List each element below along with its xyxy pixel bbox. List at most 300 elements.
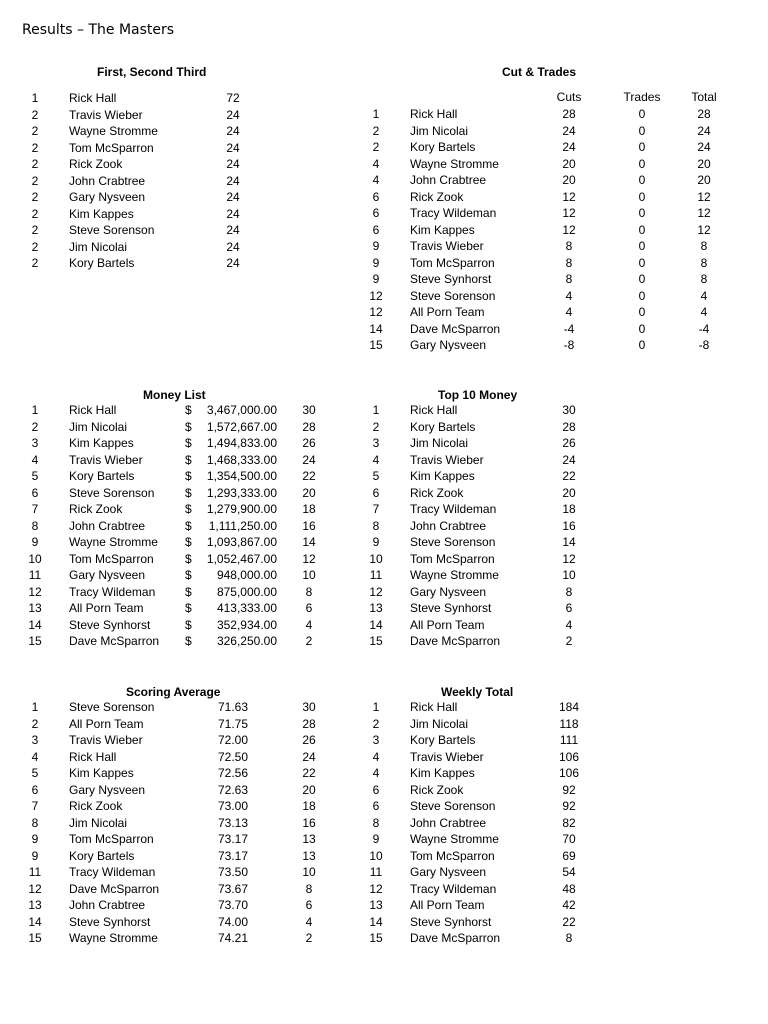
cell-name: Jim Nicolai	[69, 815, 128, 830]
cell-amount: 326,250.00	[216, 634, 277, 648]
cell-name: Dave McSparron	[410, 931, 501, 945]
cell-name: Dave McSparron	[69, 634, 160, 648]
cell-total: 118	[559, 716, 579, 731]
cell-name: Dave McSparron	[410, 321, 501, 336]
cell-pts: 24	[562, 452, 576, 467]
cell-rank: 12	[369, 584, 383, 599]
cell-rank: 2	[31, 239, 39, 254]
cell-name: Steve Sorenson	[410, 288, 496, 303]
cell-trades: 0	[638, 338, 646, 352]
cell-total: 82	[562, 815, 576, 830]
cell-name: Gary Nysveen	[69, 568, 146, 582]
table-row	[23, 765, 383, 782]
cell-rank: 12	[28, 584, 42, 599]
cell-avg: 71.75	[217, 716, 249, 731]
cell-cur: $	[185, 485, 192, 500]
cell-rank: 9	[31, 848, 39, 863]
cell-rank: 3	[31, 733, 39, 747]
cell-name: Kory Bartels	[410, 419, 476, 434]
cell-rank: 13	[369, 898, 383, 912]
cell-avg: 73.13	[217, 815, 249, 830]
table-row	[364, 189, 724, 206]
cell-avg: 72.50	[217, 749, 249, 764]
table-row	[364, 864, 724, 881]
cell-trades: 0	[638, 206, 646, 220]
cell-name: Jim Nicolai	[410, 436, 469, 450]
cell-name: Steve Sorenson	[69, 223, 155, 237]
section-title: Scoring Average	[126, 685, 221, 699]
table-row	[23, 930, 383, 947]
table-row	[23, 815, 383, 832]
table-row	[364, 222, 724, 239]
cell-cur: $	[185, 535, 192, 549]
cell-name: Rick Zook	[410, 782, 464, 797]
cell-rank: 2	[31, 173, 39, 188]
cell-rank: 15	[369, 634, 383, 648]
table-row	[23, 897, 383, 914]
cell-name: Rick Hall	[69, 749, 117, 764]
table-row	[364, 831, 724, 848]
cell-name: John Crabtree	[69, 173, 146, 188]
cell-rank: 2	[31, 190, 39, 204]
table-row	[23, 123, 383, 140]
cell-total: 8	[565, 931, 573, 945]
cell-total: 12	[697, 189, 711, 204]
cell-rank: 6	[372, 206, 380, 220]
cell-pts: 30	[302, 403, 316, 417]
cell-name: Dave McSparron	[69, 881, 160, 896]
cell-pts: 24	[302, 749, 316, 764]
table-row	[23, 600, 383, 617]
cell-amount: 1,468,333.00	[206, 452, 277, 467]
cell-name: Kim Kappes	[69, 766, 134, 780]
cell-pts: 14	[562, 535, 576, 549]
cell-rank: 15	[369, 931, 383, 945]
cell-name: Rick Zook	[69, 502, 123, 516]
cell-name: All Porn Team	[410, 305, 485, 319]
cell-rank: 12	[369, 288, 383, 303]
section-title: Money List	[143, 388, 206, 402]
table-row	[364, 534, 724, 551]
table-row	[23, 782, 383, 799]
cell-name: Tracy Wildeman	[69, 584, 156, 599]
cell-rank: 1	[31, 91, 39, 105]
table-row	[23, 501, 383, 518]
cell-pts: 28	[302, 419, 316, 434]
cell-total: 8	[700, 272, 708, 286]
cell-name: John Crabtree	[410, 518, 487, 533]
table-row	[23, 848, 383, 865]
table-row	[23, 206, 383, 223]
cell-pts: 24	[226, 256, 240, 270]
trades-header: Trades	[623, 90, 661, 104]
cell-name: Steve Synhorst	[410, 914, 492, 929]
cell-avg: 74.21	[217, 931, 249, 945]
cell-rank: 6	[31, 485, 39, 500]
cell-name: Wayne Stromme	[69, 931, 158, 945]
cell-pts: 10	[562, 568, 576, 582]
cell-name: Steve Sorenson	[69, 485, 155, 500]
cell-amount: 1,279,900.00	[206, 502, 277, 516]
cell-name: Kory Bartels	[69, 256, 135, 270]
table-row	[23, 435, 383, 452]
cell-name: Jim Nicolai	[69, 419, 128, 434]
cell-pts: 16	[562, 518, 576, 533]
cell-rank: 4	[372, 749, 380, 764]
cell-total: 4	[700, 305, 708, 319]
cell-rank: 10	[28, 551, 42, 566]
cell-trades: 0	[638, 239, 646, 253]
table-row	[364, 123, 724, 140]
cell-avg: 73.00	[217, 799, 249, 813]
cell-rank: 9	[372, 535, 380, 549]
cell-amount: 875,000.00	[216, 584, 277, 599]
cell-rank: 3	[372, 436, 380, 450]
cell-rank: 8	[372, 815, 380, 830]
cell-cuts: 8	[565, 255, 573, 270]
cell-pts: 28	[302, 716, 316, 731]
table-row	[364, 782, 724, 799]
cell-rank: 13	[28, 601, 42, 615]
cell-name: Kory Bartels	[410, 140, 476, 154]
cell-pts: 6	[305, 898, 313, 912]
cell-rank: 14	[28, 914, 42, 929]
cell-pts: 2	[565, 634, 573, 648]
cell-name: Tom McSparron	[69, 140, 154, 155]
table-row	[23, 864, 383, 881]
cell-rank: 4	[31, 452, 39, 467]
cell-pts: 16	[302, 518, 316, 533]
cell-pts: 8	[305, 881, 313, 896]
table-row	[364, 716, 724, 733]
cell-name: Tom McSparron	[410, 255, 495, 270]
cell-rank: 2	[372, 716, 380, 731]
cell-name: Tom McSparron	[410, 848, 495, 863]
cell-name: Steve Sorenson	[410, 799, 496, 813]
cell-rank: 12	[28, 881, 42, 896]
table-row	[364, 617, 724, 634]
first-second-third-rows	[23, 90, 383, 272]
cell-rank: 4	[372, 452, 380, 467]
cell-trades: 0	[638, 305, 646, 319]
cell-name: Steve Synhorst	[410, 601, 492, 615]
table-row	[23, 90, 383, 107]
table-row	[364, 106, 724, 123]
cell-pts: 22	[302, 469, 316, 483]
cell-cur: $	[185, 601, 192, 615]
cell-cuts: 20	[562, 173, 576, 187]
cell-name: Gary Nysveen	[410, 584, 487, 599]
cell-name: Rick Zook	[410, 189, 464, 204]
table-row	[23, 716, 383, 733]
cell-trades: 0	[638, 123, 646, 138]
total-header: Total	[691, 90, 717, 104]
cell-name: Rick Hall	[69, 91, 117, 105]
cell-rank: 15	[28, 931, 42, 945]
cell-name: Wayne Stromme	[69, 535, 158, 549]
cell-name: Travis Wieber	[410, 749, 484, 764]
cell-name: Rick Zook	[410, 485, 464, 500]
cell-rank: 9	[372, 255, 380, 270]
cell-pts: 26	[302, 436, 316, 450]
cell-pts: 4	[565, 617, 573, 632]
cell-total: 106	[558, 749, 580, 764]
table-row	[23, 551, 383, 568]
cell-rank: 1	[31, 700, 39, 714]
cell-name: All Porn Team	[410, 898, 485, 912]
cell-pts: 24	[226, 239, 240, 254]
cell-name: Gary Nysveen	[69, 782, 146, 797]
cell-name: Wayne Stromme	[410, 832, 499, 846]
cell-name: Rick Hall	[410, 403, 458, 417]
cell-total: 28	[697, 107, 711, 121]
cell-pts: 10	[302, 568, 316, 582]
cell-amount: 1,111,250.00	[208, 518, 277, 533]
cell-rank: 2	[31, 124, 39, 138]
cell-trades: 0	[638, 173, 646, 187]
cell-rank: 2	[31, 716, 39, 731]
cell-name: Tracy Wildeman	[69, 865, 156, 879]
section-title: Top 10 Money	[438, 388, 518, 402]
cell-amount: 1,354,500.00	[206, 469, 277, 483]
cell-rank: 2	[31, 223, 39, 237]
cell-trades: 0	[638, 272, 646, 286]
cell-total: 69	[562, 848, 576, 863]
cell-avg: 72.63	[217, 782, 249, 797]
cell-name: All Porn Team	[69, 601, 144, 615]
table-row	[364, 633, 724, 650]
cell-cuts: 8	[565, 239, 573, 253]
cell-avg: 73.70	[217, 898, 249, 912]
cell-total: 20	[697, 156, 711, 171]
cell-name: Travis Wieber	[69, 107, 143, 122]
table-row	[23, 798, 383, 815]
cell-total: 54	[562, 865, 576, 879]
cell-pts: 28	[562, 419, 576, 434]
cell-rank: 2	[31, 157, 39, 171]
table-row	[364, 897, 724, 914]
cell-name: Rick Zook	[69, 799, 123, 813]
cell-cuts: 28	[562, 107, 576, 121]
cell-name: Tom McSparron	[410, 551, 495, 566]
cell-total: 106	[558, 766, 580, 780]
cell-rank: 6	[372, 782, 380, 797]
cell-rank: 9	[372, 832, 380, 846]
cell-name: Steve Synhorst	[410, 272, 492, 286]
cell-total: 20	[697, 173, 711, 187]
cell-rank: 2	[372, 140, 380, 154]
table-row	[23, 173, 383, 190]
table-row	[364, 881, 724, 898]
cell-name: Gary Nysveen	[410, 865, 487, 879]
cell-rank: 9	[372, 239, 380, 253]
table-row	[23, 419, 383, 436]
cell-total: 8	[700, 255, 708, 270]
cell-cur: $	[185, 502, 192, 516]
cell-pts: 12	[302, 551, 316, 566]
cell-cur: $	[185, 452, 192, 467]
cell-rank: 13	[28, 898, 42, 912]
cell-rank: 14	[369, 321, 383, 336]
section-title: Cut & Trades	[502, 65, 577, 79]
table-row	[364, 518, 724, 535]
cell-pts: 18	[302, 502, 316, 516]
cell-name: Kory Bartels	[69, 469, 135, 483]
table-row	[23, 914, 383, 931]
cell-cur: $	[185, 436, 192, 450]
cell-name: Tracy Wildeman	[410, 881, 497, 896]
cell-name: John Crabtree	[69, 518, 146, 533]
cell-cur: $	[185, 617, 192, 632]
table-row	[364, 930, 724, 947]
cell-total: 4	[700, 288, 708, 303]
table-row	[364, 551, 724, 568]
top-10-money-rows	[364, 402, 724, 650]
cell-name: Rick Hall	[410, 107, 458, 121]
page-title: Results – The Masters	[22, 22, 175, 38]
cell-total: 12	[697, 206, 711, 220]
cell-cuts: 20	[562, 156, 576, 171]
cell-pts: 4	[305, 617, 313, 632]
cell-cur: $	[185, 568, 192, 582]
cell-pts: 13	[302, 832, 316, 846]
cell-rank: 3	[31, 436, 39, 450]
cut-and-trades-rows	[364, 106, 724, 354]
cell-cuts: 12	[562, 206, 576, 220]
cell-name: Travis Wieber	[410, 452, 484, 467]
section-title: First, Second Third	[97, 65, 207, 79]
cell-rank: 2	[372, 123, 380, 138]
cell-cur: $	[185, 419, 192, 434]
cell-pts: 24	[226, 206, 240, 221]
cell-rank: 2	[31, 107, 39, 122]
cell-name: Steve Synhorst	[69, 617, 151, 632]
cell-trades: 0	[638, 140, 646, 154]
cell-name: Jim Nicolai	[69, 239, 128, 254]
table-row	[364, 419, 724, 436]
cell-name: Tom McSparron	[69, 832, 154, 846]
cell-cur: $	[185, 634, 192, 648]
cell-pts: 26	[562, 436, 576, 450]
cell-name: Steve Synhorst	[69, 914, 151, 929]
cell-name: Steve Sorenson	[69, 700, 155, 714]
table-row	[364, 848, 724, 865]
cell-total: 24	[697, 123, 711, 138]
table-row	[364, 156, 724, 173]
table-row	[23, 633, 383, 650]
cell-trades: 0	[638, 222, 646, 237]
cell-pts: 16	[302, 815, 316, 830]
cell-name: Jim Nicolai	[410, 716, 469, 731]
table-row	[364, 699, 724, 716]
cell-pts: 2	[305, 931, 313, 945]
cell-rank: 6	[31, 782, 39, 797]
cell-avg: 73.50	[217, 865, 249, 879]
cell-name: Wayne Stromme	[69, 124, 158, 138]
cell-rank: 14	[369, 617, 383, 632]
cell-pts: 20	[302, 485, 316, 500]
cell-cuts: 12	[562, 222, 576, 237]
cell-pts: 24	[226, 124, 240, 138]
cell-rank: 8	[31, 815, 39, 830]
section-title: Weekly Total	[441, 685, 514, 699]
cell-rank: 5	[372, 469, 380, 483]
cell-trades: 0	[638, 156, 646, 171]
cell-rank: 7	[372, 502, 380, 516]
table-row	[364, 304, 724, 321]
table-row	[364, 205, 724, 222]
cell-total: 24	[697, 140, 711, 154]
cell-name: Dave McSparron	[410, 634, 501, 648]
cell-name: John Crabtree	[69, 898, 146, 912]
table-row	[364, 749, 724, 766]
cell-rank: 11	[28, 865, 42, 879]
cell-rank: 11	[369, 568, 383, 582]
cell-name: Kim Kappes	[410, 222, 475, 237]
cell-trades: 0	[638, 321, 646, 336]
cell-name: All Porn Team	[410, 617, 485, 632]
cell-rank: 9	[372, 272, 380, 286]
cell-cuts: 12	[562, 189, 576, 204]
table-row	[364, 798, 724, 815]
cell-rank: 15	[369, 338, 383, 352]
cell-rank: 4	[31, 749, 39, 764]
cell-amount: 413,333.00	[216, 601, 277, 615]
table-row	[23, 749, 383, 766]
table-row	[364, 271, 724, 288]
cell-total: 22	[562, 914, 576, 929]
cell-cuts: 8	[565, 272, 573, 286]
table-row	[23, 534, 383, 551]
cell-pts: 22	[302, 766, 316, 780]
cell-name: Rick Zook	[69, 157, 123, 171]
cell-name: Steve Sorenson	[410, 535, 496, 549]
table-row	[364, 238, 724, 255]
cell-pts: 30	[562, 403, 576, 417]
cell-name: Kim Kappes	[69, 436, 134, 450]
table-row	[364, 485, 724, 502]
cell-name: Tracy Wildeman	[410, 502, 497, 516]
cell-rank: 2	[31, 140, 39, 155]
table-row	[23, 699, 383, 716]
cell-pts: 14	[302, 535, 316, 549]
cell-name: Tracy Wildeman	[410, 206, 497, 220]
cell-name: John Crabtree	[410, 815, 487, 830]
cell-rank: 12	[369, 305, 383, 319]
cell-rank: 14	[369, 914, 383, 929]
table-row	[364, 452, 724, 469]
cell-cur: $	[185, 584, 192, 599]
cell-name: Wayne Stromme	[410, 156, 499, 171]
table-row	[364, 468, 724, 485]
table-row	[364, 139, 724, 156]
cell-total: 12	[697, 222, 711, 237]
table-row	[23, 732, 383, 749]
cell-rank: 5	[31, 469, 39, 483]
cell-name: Travis Wieber	[410, 239, 484, 253]
cell-name: Kory Bartels	[410, 733, 476, 747]
table-row	[364, 765, 724, 782]
cell-pts: 22	[562, 469, 576, 483]
cell-name: Rick Hall	[69, 403, 117, 417]
table-row	[364, 732, 724, 749]
cell-rank: 11	[28, 568, 42, 582]
table-row	[23, 140, 383, 157]
cell-rank: 1	[372, 107, 380, 121]
cell-pts: 20	[562, 485, 576, 500]
cell-rank: 10	[369, 551, 383, 566]
cell-pts: 24	[226, 173, 240, 188]
